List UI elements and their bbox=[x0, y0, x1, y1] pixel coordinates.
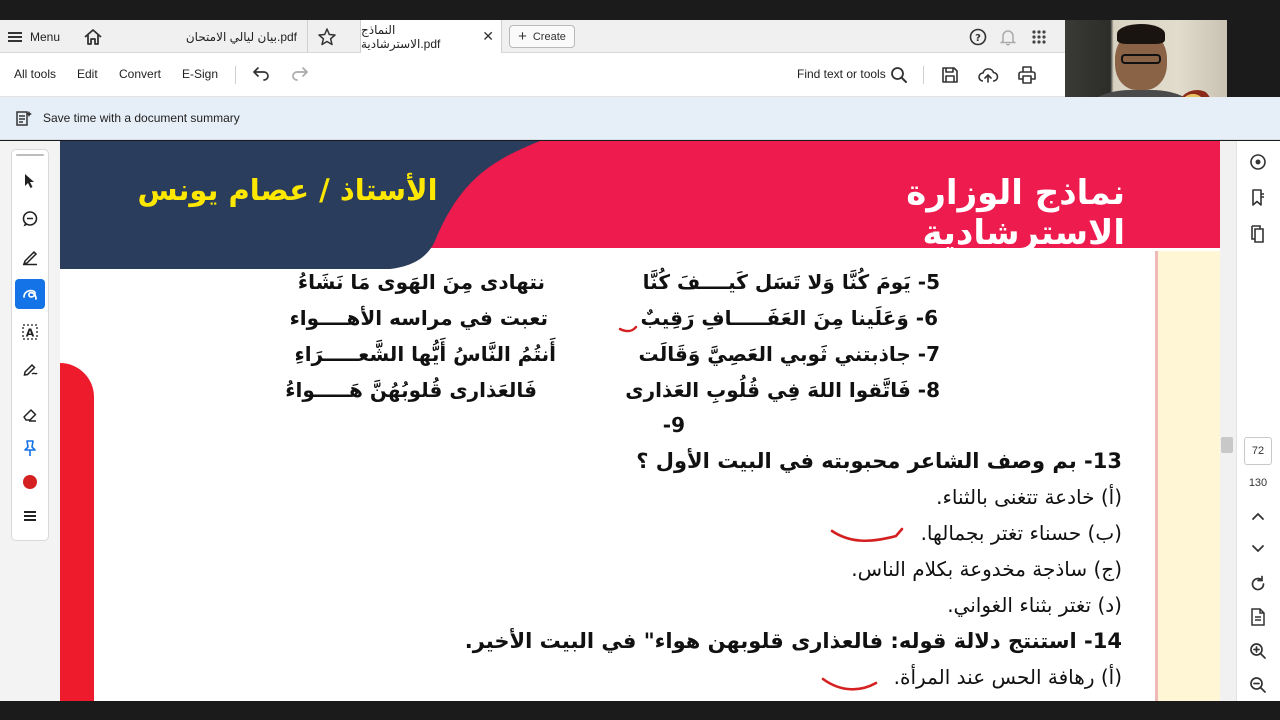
save-icon[interactable] bbox=[939, 64, 961, 86]
header-title: نماذج الوزارة الاسترشادية bbox=[906, 173, 1125, 253]
select-tool-icon[interactable] bbox=[15, 166, 45, 196]
close-icon[interactable]: ✕ bbox=[482, 28, 494, 44]
document-page[interactable] bbox=[60, 141, 1220, 701]
zoom-in-icon[interactable] bbox=[1247, 640, 1269, 662]
verse-number: 7- bbox=[917, 342, 940, 366]
text-box-icon[interactable] bbox=[15, 317, 45, 347]
tab-guidance-models[interactable] bbox=[360, 20, 502, 53]
chevron-up-icon[interactable] bbox=[1247, 506, 1269, 528]
esign-button[interactable]: E-Sign bbox=[182, 67, 219, 81]
bookmark-icon[interactable] bbox=[1247, 187, 1269, 209]
tab-exam-nights[interactable] bbox=[110, 20, 308, 53]
right-dark-strip bbox=[1227, 20, 1280, 97]
verse-text: يَومَ كُنَّا وَلا تَسَل كَيــــفَ كُنَّا bbox=[642, 270, 911, 294]
q13-option-c: (ج) ساذجة مخدوعة بكلام الناس. bbox=[851, 557, 1122, 581]
ink-annotations bbox=[60, 141, 1220, 701]
ink-mark bbox=[620, 327, 636, 331]
create-button[interactable] bbox=[509, 25, 575, 48]
bottom-strip bbox=[0, 701, 1280, 720]
verse-9-number: 9- bbox=[662, 413, 685, 437]
redo-icon[interactable] bbox=[289, 64, 311, 86]
fill-sign-icon[interactable] bbox=[15, 354, 45, 384]
tab-label: بيان ليالي الامتحان.pdf bbox=[185, 29, 297, 44]
tools-bar bbox=[0, 53, 1065, 97]
webcam-person-glasses bbox=[1121, 54, 1161, 64]
ink-underline bbox=[823, 679, 876, 689]
convert-button[interactable]: Convert bbox=[119, 67, 162, 81]
toolbar-divider bbox=[235, 66, 236, 84]
summary-text: Save time with a document summary bbox=[43, 111, 240, 125]
summary-icon bbox=[14, 108, 34, 128]
scrollbar-thumb[interactable] bbox=[1221, 437, 1233, 453]
question-14: 14- استنتج دلالة قوله: فالعذارى قلوبهن هواء" في البيت الأخير. bbox=[464, 629, 1122, 653]
page-view-icon[interactable] bbox=[1247, 606, 1269, 628]
all-tools-button[interactable]: All tools bbox=[14, 67, 57, 81]
verse-number: 6- bbox=[915, 306, 938, 330]
webcam-person-hair bbox=[1117, 24, 1165, 44]
bell-icon[interactable] bbox=[997, 26, 1019, 48]
svg-text:A: A bbox=[25, 326, 35, 340]
svg-text:?: ? bbox=[975, 33, 981, 44]
undo-icon[interactable] bbox=[250, 64, 272, 86]
apps-grid-icon[interactable] bbox=[1028, 26, 1050, 48]
header-teacher: الأستاذ / عصام يونس bbox=[137, 173, 438, 207]
tab-bar bbox=[0, 20, 1065, 53]
eraser-icon[interactable] bbox=[15, 399, 45, 429]
tab-label: النماذج الاسترشادية.pdf bbox=[361, 22, 441, 51]
print-icon[interactable] bbox=[1016, 64, 1038, 86]
verse-5-second: نتهادى مِنَ الهَوى مَا نَشَاءُ bbox=[297, 270, 545, 294]
page-number-input[interactable]: 72 bbox=[1244, 437, 1272, 465]
find-tools-button[interactable]: Find text or tools bbox=[797, 67, 886, 81]
question-13: 13- بم وصف الشاعر محبوبته في البيت الأول ؟ bbox=[636, 449, 1122, 473]
verse-6-second: تعبت في مراسه الأهــــواء bbox=[289, 306, 548, 330]
home-icon[interactable] bbox=[82, 26, 104, 48]
menu-button[interactable] bbox=[8, 26, 60, 48]
summary-banner[interactable] bbox=[0, 97, 1280, 140]
ink-underline bbox=[832, 529, 902, 541]
pages-icon[interactable] bbox=[1247, 223, 1269, 245]
edit-button[interactable]: Edit bbox=[77, 67, 98, 81]
comment-tool-icon[interactable] bbox=[15, 204, 45, 234]
toolbar-divider bbox=[923, 66, 924, 84]
line-weight-icon[interactable] bbox=[15, 501, 45, 531]
help-icon[interactable] bbox=[967, 26, 989, 48]
menu-label: Menu bbox=[30, 30, 61, 44]
top-strip bbox=[0, 0, 1280, 20]
color-picker-icon[interactable] bbox=[15, 467, 45, 497]
highlight-pen-icon[interactable] bbox=[15, 241, 45, 271]
verse-text: فَاتَّقوا اللهَ فِي قُلُوبِ العَذارى bbox=[625, 378, 911, 402]
q13-option-d: (د) تغتر بثناء الغواني. bbox=[947, 593, 1122, 617]
refresh-icon[interactable] bbox=[1247, 573, 1269, 595]
q13-option-b: (ب) حسناء تغتر بجمالها. bbox=[920, 521, 1122, 545]
hamburger-icon bbox=[8, 32, 22, 42]
ai-assistant-icon[interactable] bbox=[1247, 151, 1269, 173]
verse-text: وَعَلَينا مِنَ العَفَـــــافِ رَقِيبٌ bbox=[640, 306, 909, 330]
document-scrollbar[interactable] bbox=[1220, 141, 1236, 701]
rail-grip[interactable] bbox=[16, 154, 44, 156]
q13-option-a: (أ) خادعة تتغنى بالثناء. bbox=[936, 485, 1122, 509]
q14-option-a: (أ) رهافة الحس عند المرأة. bbox=[893, 665, 1122, 689]
create-label: Create bbox=[532, 30, 566, 43]
upload-cloud-icon[interactable] bbox=[977, 64, 999, 86]
plus-icon: + bbox=[518, 28, 527, 45]
zoom-out-icon[interactable] bbox=[1247, 674, 1269, 696]
draw-tool-icon[interactable] bbox=[15, 279, 45, 309]
verse-text: جاذبتني ثَوبي العَصِيَّ وَقَالَت bbox=[638, 342, 911, 366]
verse-number: 8- bbox=[917, 378, 940, 402]
star-icon[interactable] bbox=[316, 26, 338, 48]
verse-7-second: أَنتُمُ النَّاسُ أَيُّها الشَّعـــــرَاءِ bbox=[294, 342, 556, 366]
pin-icon[interactable] bbox=[15, 433, 45, 463]
verse-8-second: فَالعَذارى قُلوبُهُنَّ هَـــــواءُ bbox=[285, 378, 537, 402]
verse-number: 5- bbox=[917, 270, 940, 294]
chevron-down-icon[interactable] bbox=[1247, 537, 1269, 559]
page-total: 130 bbox=[1248, 477, 1268, 489]
search-icon[interactable] bbox=[888, 64, 910, 86]
